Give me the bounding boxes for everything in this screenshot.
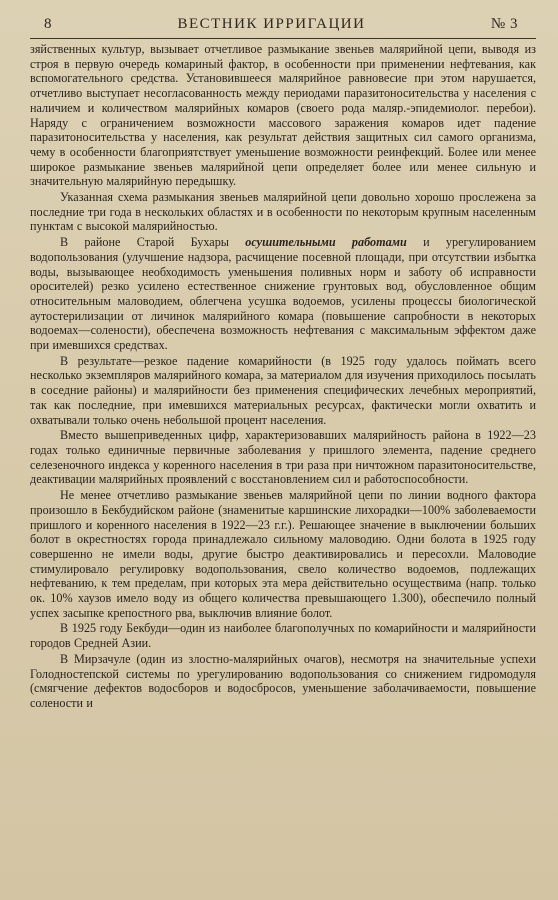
paragraph xyxy=(30,235,536,353)
paragraph-text: зяйственных культур, вызывает отчетливое размыкание звеньев малярийной цепи, выводя из строя в первую очередь комариный фактор, в особенности при применении нефтевания, как вспомогательного средства. Установившееся малярийное равновесие при этом нарушается, отчетливо выступает несогласованность между периодами паразитоносительства у населения с наличием и количеством малярийных комаров (своего рода маляр.-эпидемиолог. перебои). Наряду с ограничением возможности массового заражения комаров идет падение паразитоносительства у населения, как результат действия защитных сил самого организма, чему в особенности благоприятствует уменьшение возможности реинфекций. Более или менее широкое размыкание звеньев малярийной цепи определяет более или менее сильную и значительную малярийную передышку. xyxy=(30,42,536,189)
article-body xyxy=(30,42,536,711)
paragraph-text: В 1925 году Бекбуди—один из наиболее благополучных по комарийности и малярийности городов Средней Азии. xyxy=(30,621,536,651)
paragraph xyxy=(30,621,536,650)
paragraph xyxy=(30,42,536,189)
paragraph xyxy=(30,488,536,620)
paragraph-text: В Мирзачуле (один из злостно-малярийных очагов), несмотря на значительные успехи Голодностепской системы по урегулированию водопользования со снижением гидромодуля (смягчение дефектов водосборов и водосбросов, уменьшение заболачиваемости, повышение солености и xyxy=(30,651,536,710)
paragraph xyxy=(30,354,536,428)
paragraph xyxy=(30,652,536,711)
journal-title: ВЕСТНИК ИРРИГАЦИИ xyxy=(177,16,366,32)
paragraph-text: и урегулированием водопользования (улучшение надзора, расчищение посевной площади, при отсутствии избытка воды, вызывающее необходимость уменьшения поливных норм и заботу об исправности оросителей) резко усилено естественное снижение грунтовых вод, обусловленное общим относительным маловодием, облегчена усушка водоемов, усилены процессы биологической аутостерилизации от личинок малярийного комара (повышение сапробности в некоторых водоемах—солености), обеспечена возможность нефтевания с максимальным эффектом даже при имевшихся средствах. xyxy=(30,235,536,353)
running-header xyxy=(30,16,536,33)
paragraph xyxy=(30,190,536,234)
page-number: 8 xyxy=(44,16,52,32)
paragraph-text: Указанная схема размыкания звеньев малярийной цепи довольно хорошо прослежена за последние три года в нескольких областях и в особенности по некоторым крупным населенным пунктам с высокой малярийностью. xyxy=(30,190,536,234)
paragraph-text: Не менее отчетливо размыкание звеньев малярийной цепи по линии водного фактора произошло в Бекбудийском районе (знаменитые каршинские лихорадки—100% заболеваемости пришлого и коренного населения в 1922—23 г.г.). Решающее значение в выключении больших болот в окрестностях города принадлежало сильному маловодию. Одни болота в 1925 году совершенно не имели воды, другие быстро деактивировались и пересохли. Маловодие стимулировало регулировку водопользования, свело количество водоемов, подлежащих нефтеванию, к тем пределам, при которых эта мера действительно осуществима (напр. только ок. 10% хаузов имело воду из общего количества превышающего 1.300), обеспечило полный успех засыпке крепостного рва, выключив влияние болот. xyxy=(30,488,536,620)
emphasized-text: осушительными работами xyxy=(245,235,407,250)
paragraph-text: В районе Старой Бухары xyxy=(60,235,246,250)
issue-number: № 3 xyxy=(490,16,518,32)
header-rule xyxy=(30,38,536,39)
paragraph-text: В результате—резкое падение комарийности (в 1925 году удалось поймать всего несколько экземпляров малярийного комара, за материалом для изучения приходилось посылать в соседние районы) и малярийности без применения специфических лечебных мероприятий, так как последние, при имевшихся материальных ресурсах, фактически могли охватить и охватывали только очень небольшой процент населения. xyxy=(30,353,536,427)
paragraph xyxy=(30,428,536,487)
paragraph-text: Вместо вышеприведенных цифр, характеризовавших малярийность района в 1922—23 годах только единичные первичные заболевания у пришлого элемента, падение среднего селезеночного индекса у коренного населения в три раза при ничтожном паразитоносительстве, деактивации малярийных проявлений с восстановлением сил и работоспособности. xyxy=(30,428,536,487)
